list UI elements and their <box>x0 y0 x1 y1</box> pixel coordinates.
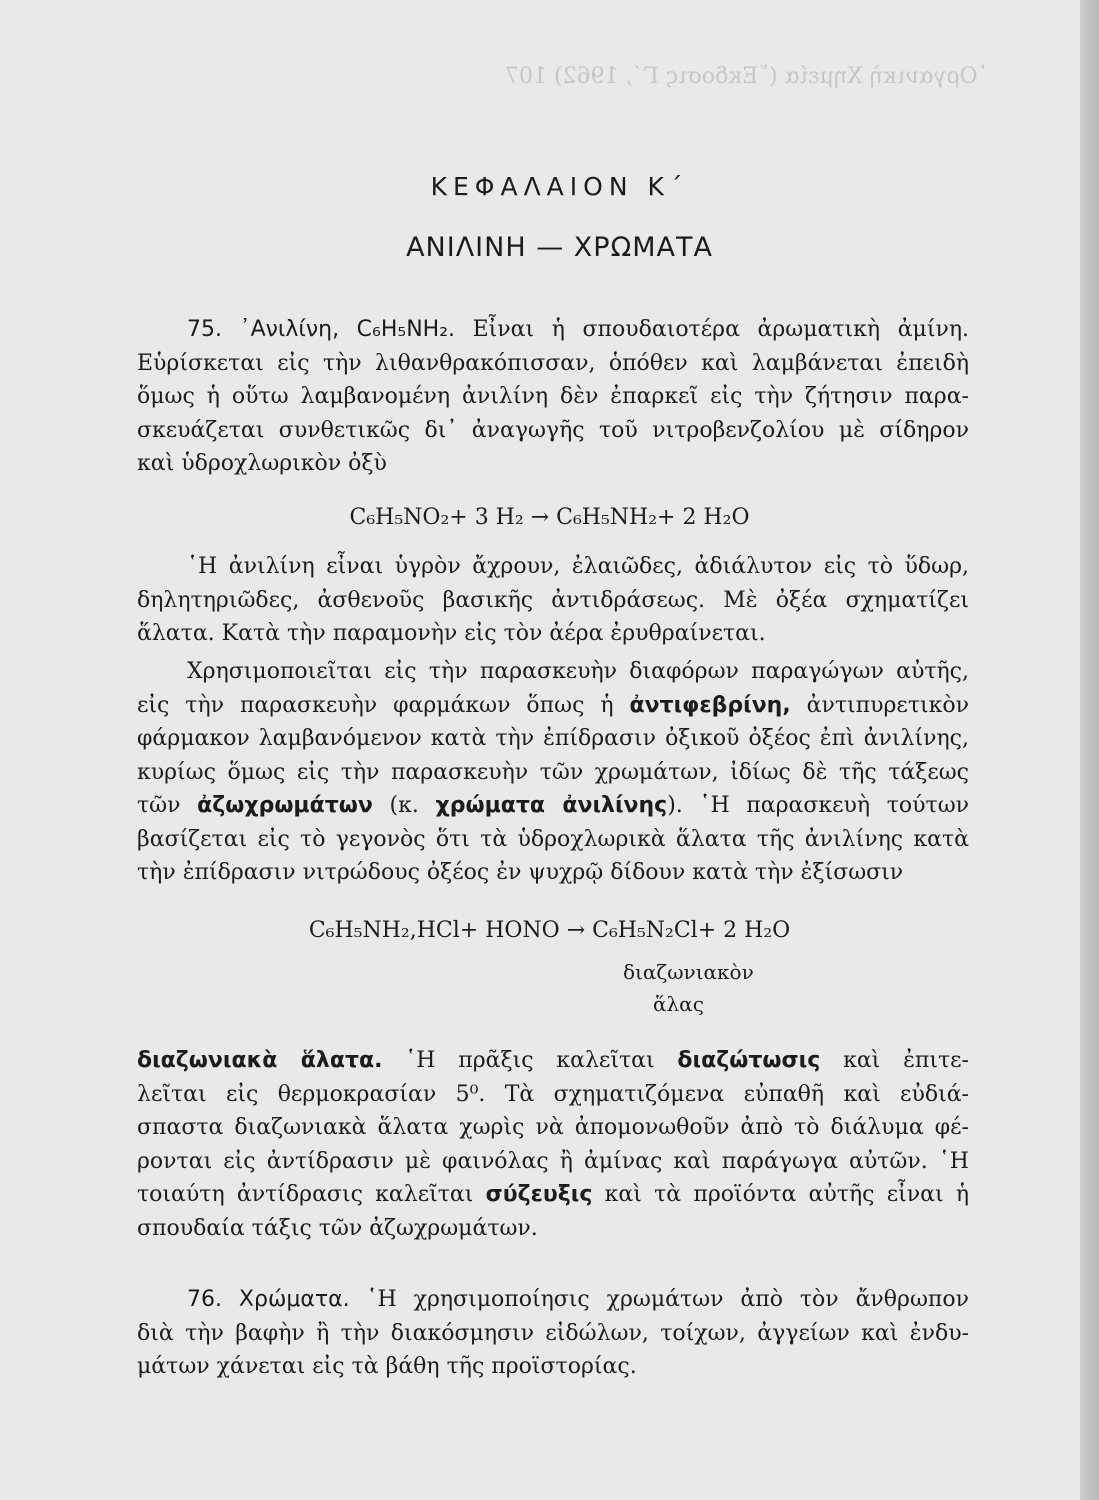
text-line: σπουδαία τάξις τῶν ἀζωχρωμάτων. <box>137 1215 538 1241</box>
text-line <box>137 689 969 723</box>
equation-nitrobenzene: C₆H₅NO₂+ 3 H₂ → C₆H₅NH₂+ 2 H₂O <box>349 505 750 530</box>
section-75-intro <box>137 313 969 481</box>
text-line: τὴν ἐπίδρασιν νιτρώδους ὀξέος ἐν ψυχρῷ δίδουν κατὰ τὴν ἐξίσωσιν <box>137 860 904 885</box>
equation-diazotization: C₆H₅NH₂,HCl+ HONO → C₆H₅N₂Cl+ 2 H₂O <box>308 918 791 943</box>
text-line <box>137 1044 969 1078</box>
text-fragment: Εἶναι ἡ σπουδαιοτέρα ἀρωματικὴ ἀμίνη. <box>472 317 970 342</box>
text-line: ἅλατα. Κατὰ τὴν παραμονὴν εἰς τὸν ἀέρα ἐρυθραίνεται. <box>137 621 766 646</box>
text-fragment: τῶν <box>137 793 181 818</box>
text-line <box>137 1178 969 1212</box>
text-line: μάτων χάνεται εἰς τὰ βάθη τῆς προϊστορίας. <box>137 1354 637 1379</box>
term-antifebrin: ἀντιφεβρίνη, <box>629 692 791 718</box>
text-fragment: καὶ τὰ προϊόντα αὐτῆς εἶναι ἡ <box>604 1182 970 1207</box>
term-azo-dyes: ἀζωχρωμάτων <box>197 793 373 818</box>
text-line: ρονται εἰς ἀντίδρασιν μὲ φαινόλας ἢ ἀμίνας καὶ παράγωγα αὐτῶν. ῾Η <box>137 1148 969 1174</box>
diazonium-salts <box>137 1044 969 1245</box>
page-edge <box>1080 0 1099 1500</box>
chapter-title: ΑΝΙΛΙΝΗ — ΧΡΩΜΑΤΑ <box>406 232 713 263</box>
text-line: καὶ ὑδροχλωρικὸν ὀξὺ <box>137 451 387 476</box>
text-line: ῾Η ἀνιλίνη εἶναι ὑγρὸν ἄχρουν, ἐλαιῶδες, ἀδιάλυτον εἰς τὸ ὕδωρ, <box>187 554 969 579</box>
text-line <box>137 313 969 347</box>
section-heading: Χρώματα. <box>238 1287 350 1312</box>
text-line: βασίζεται εἰς τὸ γεγονὸς ὅτι τὰ ὑδροχλωρικὰ ἅλατα τῆς ἀνιλίνης κατὰ <box>137 826 969 852</box>
text-line: κυρίως ὅμως εἰς τὴν παρασκευὴν τῶν χρωμάτων, ἰδίως δὲ τῆς τάξεως <box>137 759 969 785</box>
text-line: Χρησιμοποιεῖται εἰς τὴν παρασκευὴν διαφόρων παραγώγων αὐτῆς, <box>187 659 969 684</box>
text-line: φάρμακον λαμβανόμενον κατὰ τὴν ἐπίδρασιν ὀξικοῦ ὀξέος ἐπὶ ἀνιλίνης, <box>137 726 969 751</box>
text-fragment: (κ. <box>389 793 419 818</box>
text-line: σπαστα διαζωνιακὰ ἅλατα χωρὶς νὰ ἀπομονωθοῦν ἀπὸ τὸ διάλυμα φέ- <box>137 1115 969 1140</box>
aniline-uses <box>137 655 969 890</box>
equation-label: ἅλας <box>653 992 704 1016</box>
section-76 <box>137 1283 969 1384</box>
term-coupling: σύζευξις <box>485 1182 593 1207</box>
text-fragment: καὶ ἐπιτε- <box>843 1048 969 1073</box>
term-aniline-dyes: χρώματα ἀνιλίνης <box>435 793 668 818</box>
aniline-properties <box>137 550 969 651</box>
text-fragment: τοιαύτη ἀντίδρασις καλεῖται <box>137 1182 474 1207</box>
section-number: 75. <box>187 317 222 342</box>
text-fragment: ῾Η χρησιμοποίησις χρωμάτων ἀπὸ τὸν ἄνθρωπον <box>366 1287 970 1312</box>
text-line: λεῖται εἰς θερμοκρασίαν 5⁰. Τὰ σχηματιζόμενα εὐπαθῆ καὶ εὐδιά- <box>137 1081 969 1107</box>
text-line <box>137 789 969 823</box>
equation-label: διαζωνιακὸν <box>623 960 754 984</box>
text-line: σκευάζεται συνθετικῶς δι᾿ ἀναγωγῆς τοῦ νιτροβενζολίου μὲ σίδηρον <box>137 417 969 443</box>
text-fragment: ). ῾Η παρασκευὴ τούτων <box>667 793 970 818</box>
bleed-through-header: ᾿Οργανικὴ Χημεία (῎Εκδοσις Γ΄, 1962) 107 <box>505 64 989 89</box>
text-line: Εὑρίσκεται εἰς τὴν λιθανθρακόπισσαν, ὁπόθεν καὶ λαμβάνεται ἐπειδὴ <box>137 350 969 376</box>
text-line: ὅμως ἡ οὕτω λαμβανομένη ἀνιλίνη δὲν ἐπαρκεῖ εἰς τὴν ζήτησιν παρα- <box>137 384 969 409</box>
section-number: 76. <box>187 1287 222 1312</box>
text-line: διὰ τὴν βαφὴν ἢ τὴν διακόσμησιν εἰδώλων, τοίχων, ἀγγείων καὶ ἐνδυ- <box>137 1320 969 1346</box>
section-heading: ᾿Ανιλίνη, C₆H₅NH₂. <box>239 317 456 342</box>
text-fragment: ῾Η πρᾶξις καλεῖται <box>405 1048 655 1073</box>
text-line: δηλητηριῶδες, ἀσθενοῦς βασικῆς ἀντιδράσεως. Μὲ ὀξέα σχηματίζει <box>137 587 969 613</box>
text-line <box>137 1283 969 1317</box>
term-diazotization: διαζώτωσις <box>677 1048 821 1073</box>
chapter-heading: ΚΕΦΑΛΑΙΟΝ Κ΄ <box>430 172 689 201</box>
text-fragment: ἀντιπυρετικὸν <box>806 692 969 718</box>
term-diazonium-salts: διαζωνιακὰ ἅλατα. <box>137 1048 383 1073</box>
text-fragment: εἰς τὴν παρασκευὴν φαρμάκων ὅπως ἡ <box>137 692 614 718</box>
